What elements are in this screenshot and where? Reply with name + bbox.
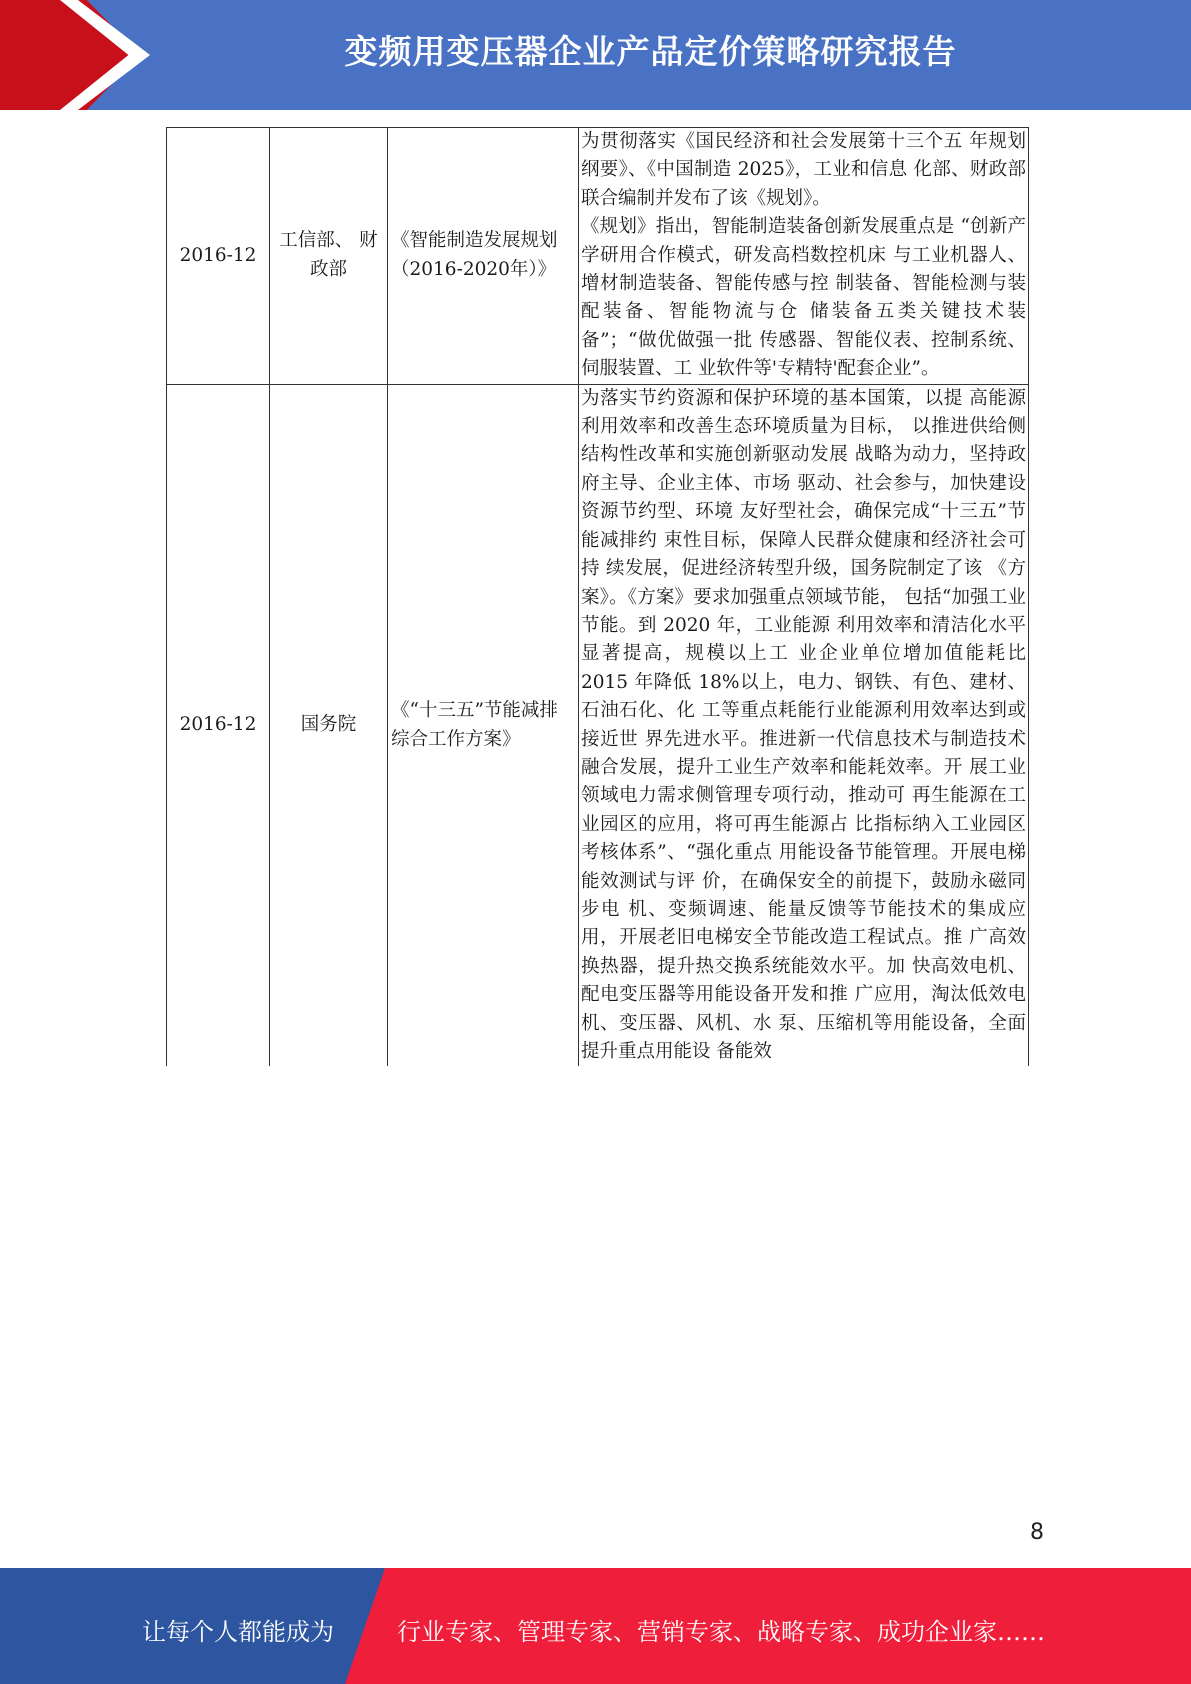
footer-slogan-left: 让每个人都能成为 [142,1618,334,1646]
policy-department: 工信部、 财政部 [270,128,388,385]
table-row [167,384,1029,1066]
page-title: 变频用变压器企业产品定价策略研究报告 [344,32,957,71]
policy-content [579,128,1029,385]
header-banner [0,0,1191,110]
policy-date: 2016-12 [167,128,270,385]
policy-content-paragraph: 为落实节约资源和保护环境的基本国策，以提 高能源利用效率和改善生态环境质量为目标， 以推进供给侧结构性改革和实施创新驱动发展 战略为动力，坚持政府主导、企业主体、市场 驱动、社会参与，加快建设资源节约型、环境 友好型社会，确保完成“十三五”节能减排约 束性目标，保障人民群众健康和经济社会可持 续发展，促进经济转型升级，国务院制定了该 《方案》。《方案》要求加强重点领域节能， 包括“加强工业节能。到 2020 年，工业能源 利用效率和清洁化水平显著提高，规模以上工 业企业单位增加值能耗比 2015 年降低 18%以上，电力、钢铁、有色、建材、石油石化、化 工等重点耗能行业能源利用效率达到或接近世 界先进水平。推进新一代信息技术与制造技术 融合发展，提升工业生产效率和能耗效率。开 展工业领域电力需求侧管理专项行动，推动可 再生能源在工业园区的应用，将可再生能源占 比指标纳入工业园区考核体系”、“强化重点 用能设备节能管理。开展电梯能效测试与评 价，在确保安全的前提下，鼓励永磁同步电 机、变频调速、能量反馈等节能技术的集成应 用，开展老旧电梯安全节能改造工程试点。推 广高效换热器，提升热交换系统能效水平。加 快高效电机、配电变压器等用能设备开发和推 广应用，淘汰低效电机、变压器、风机、水 泵、压缩机等用能设备，全面提升重点用能设 备能效 [581,387,1026,1062]
policy-name: 《智能制造发展规划 （2016-2020年）》 [388,128,579,385]
table-row [167,128,1029,385]
policy-name: 《“十三五”节能减排综合工作方案》 [388,384,579,1066]
header-red-arrow [0,0,140,110]
page-number: 8 [1030,1520,1044,1545]
policy-content-paragraph: 《规划》指出，智能制造装备创新发展重点是 “创新产学研用合作模式，研发高档数控机床 与工业机器人、增材制造装备、智能传感与控 制装备、智能检测与装配装备、智能物流与仓 储装备五类关键技术装备”；“做优做强一批 传感器、智能仪表、控制系统、伺服装置、工 业软件等'专精特'配套企业”。 [581,216,1026,380]
footer-slogan-right: 行业专家、管理专家、营销专家、战略专家、成功企业家…… [397,1618,1045,1646]
policy-department: 国务院 [270,384,388,1066]
policy-date: 2016-12 [167,384,270,1066]
policy-content-paragraph: 为贯彻落实《国民经济和社会发展第十三个五 年规划纲要》、《中国制造 2025》，工业和信息 化部、财政部联合编制并发布了该《规划》。 [581,131,1026,209]
policy-content [579,384,1029,1066]
policy-table [166,127,1029,1066]
